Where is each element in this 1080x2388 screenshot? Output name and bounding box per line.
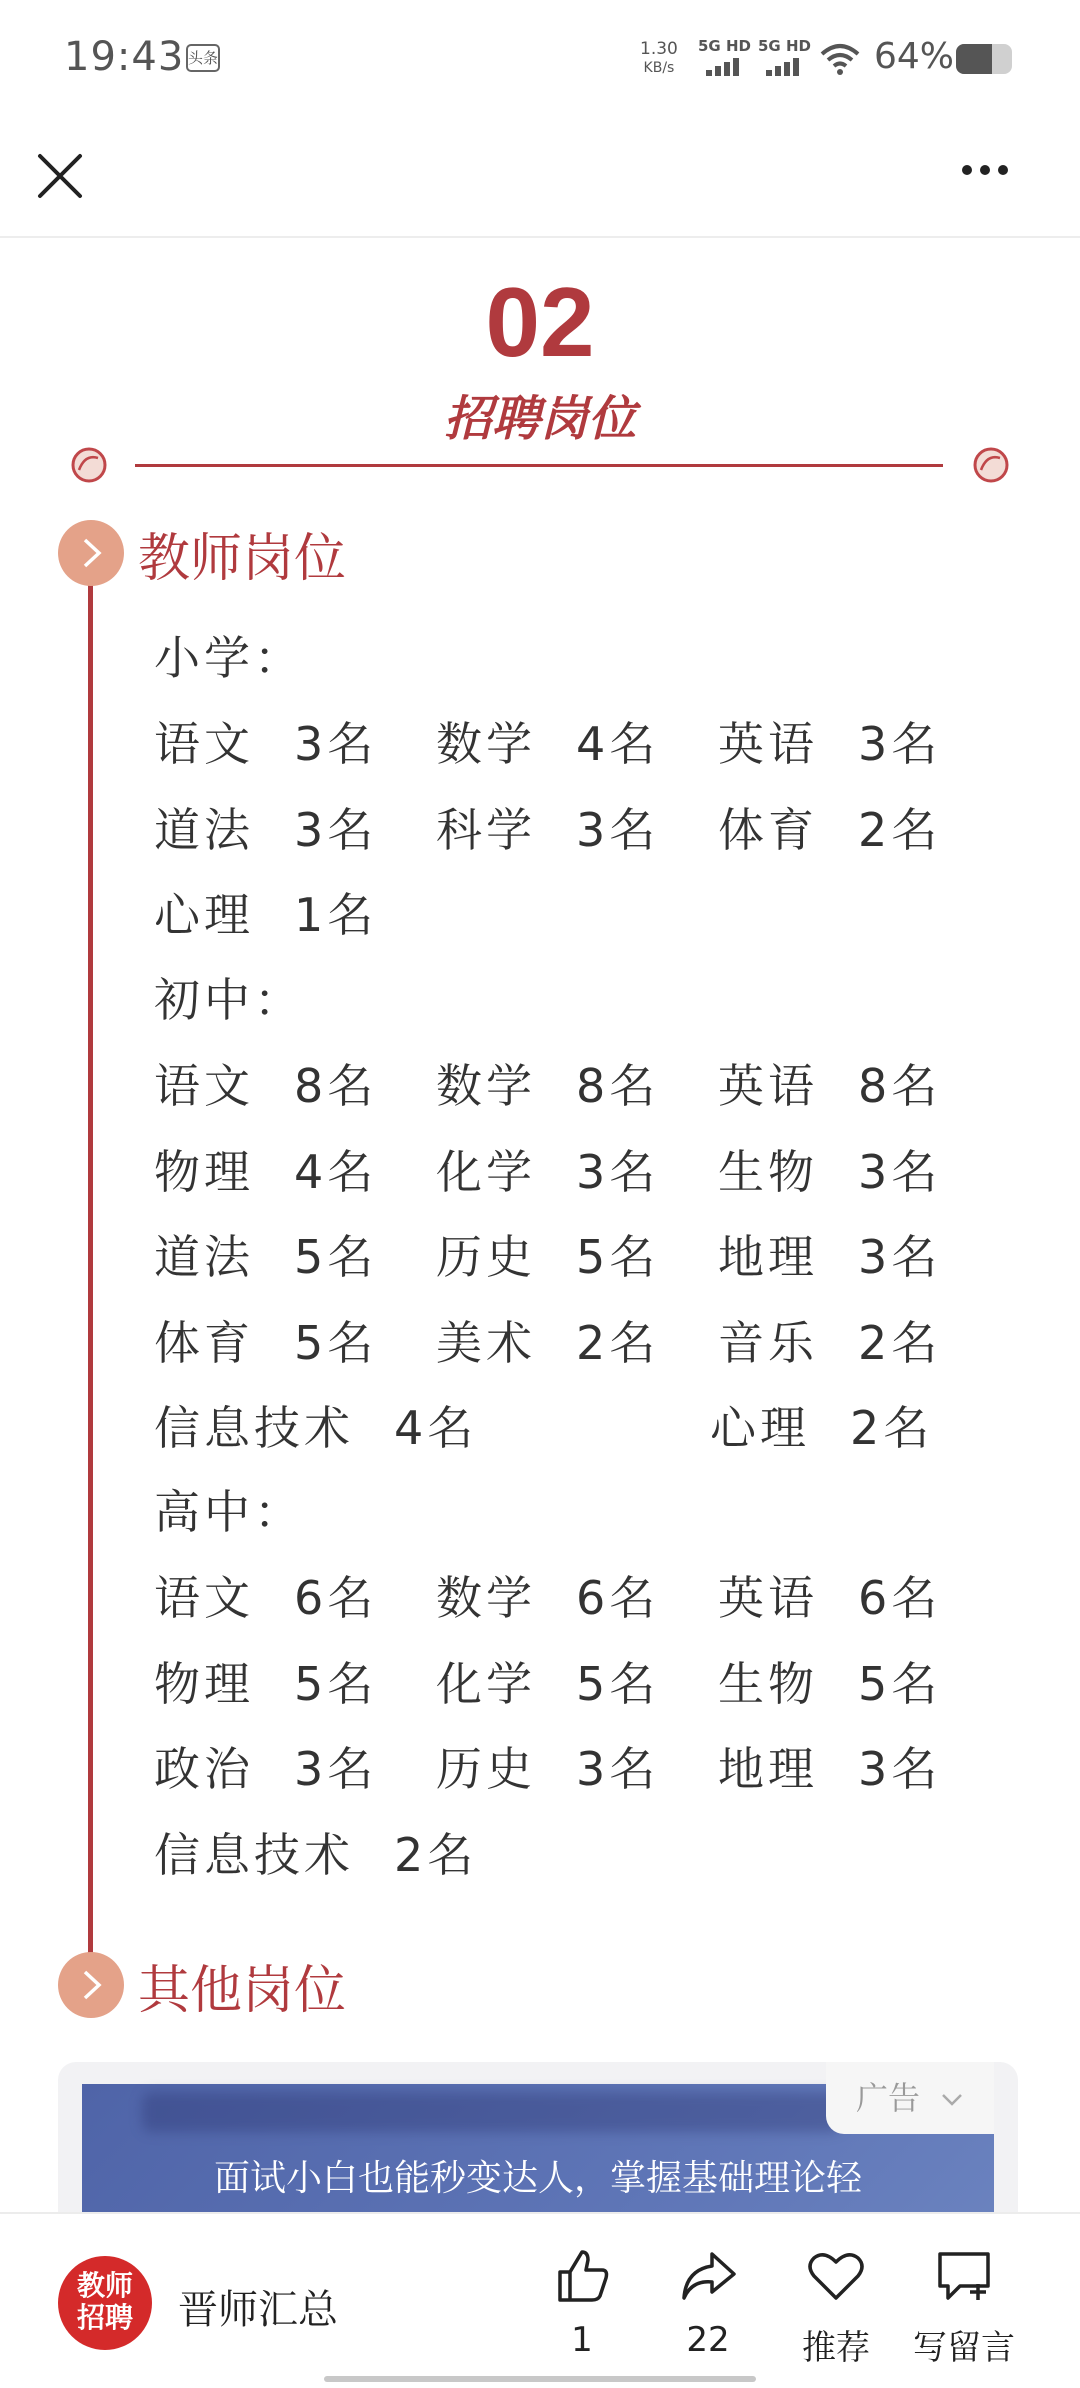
job-item: [718, 1733, 941, 1799]
level-label-junior: 初中：: [154, 973, 304, 1027]
job-subject: 物理: [154, 1656, 254, 1711]
write-comment-label: 写留言: [913, 2328, 1015, 2368]
job-count: 6名: [294, 1571, 378, 1625]
job-subject: 音乐: [718, 1315, 818, 1370]
job-subject: 体育: [718, 802, 818, 857]
close-button[interactable]: [32, 148, 88, 204]
job-item: [710, 1392, 933, 1458]
job-count: 3名: [294, 802, 378, 857]
job-count: 5名: [294, 1315, 378, 1370]
job-item: [718, 708, 941, 774]
network-speed-unit: KB/s: [643, 60, 675, 76]
job-subject: 心理: [710, 1401, 810, 1455]
job-subject: 美术: [436, 1315, 536, 1370]
heart-icon: [806, 2246, 866, 2306]
section-divider: [135, 464, 943, 467]
section-number: 02: [485, 267, 595, 377]
account-name[interactable]: 晋师汇总: [178, 2287, 338, 2333]
job-item: [436, 794, 659, 860]
job-count: 3名: [858, 1742, 942, 1796]
job-item: [154, 1392, 477, 1458]
job-subject: 历史: [436, 1230, 536, 1284]
battery-percent: 64%: [874, 36, 955, 77]
category-bullet-other: [58, 1952, 124, 2018]
job-count: 5名: [858, 1656, 942, 1711]
sim2-label: 5G HD: [758, 37, 811, 55]
job-subject: 地理: [718, 1742, 818, 1796]
network-speed: [640, 40, 678, 78]
job-item: [154, 1562, 377, 1628]
sim2-signal-icon: [758, 38, 812, 78]
job-item: [718, 1307, 941, 1373]
wifi-icon: [820, 42, 860, 76]
job-count: 5名: [576, 1656, 660, 1711]
job-subject: 英语: [718, 1571, 818, 1625]
ad-headline: 面试小白也能秒变达人，掌握基础理论轻: [213, 2158, 862, 2199]
job-item: [154, 1050, 377, 1116]
status-time: 19:43: [64, 34, 185, 80]
job-item: [154, 708, 377, 774]
job-item: [718, 1136, 941, 1202]
job-item: [718, 1648, 941, 1714]
job-item: [718, 1221, 941, 1287]
job-item: [718, 794, 941, 860]
job-count: 2名: [858, 1315, 942, 1370]
account-avatar[interactable]: [58, 2256, 152, 2350]
job-item: [718, 1562, 941, 1628]
job-count: 3名: [858, 717, 942, 771]
job-item: [154, 1819, 477, 1885]
job-count: 2名: [850, 1401, 934, 1455]
job-subject: 语文: [154, 1059, 254, 1113]
job-count: 2名: [858, 802, 942, 857]
job-count: 2名: [394, 1827, 478, 1882]
home-indicator[interactable]: [324, 2376, 756, 2382]
job-subject: 历史: [436, 1742, 536, 1796]
ad-tag-button[interactable]: [826, 2062, 994, 2134]
job-count: 3名: [576, 1144, 660, 1199]
share-count: 22: [686, 2320, 730, 2360]
section-title: 招聘岗位: [443, 391, 636, 447]
avatar-text-line1: 教师: [76, 2269, 133, 2302]
thumb-up-icon: [552, 2246, 612, 2306]
job-item: [436, 1648, 659, 1714]
avatar-text-line2: 招聘: [76, 2301, 133, 2334]
job-item: [436, 1221, 659, 1287]
job-subject: 语文: [154, 1571, 254, 1625]
job-item: [436, 1136, 659, 1202]
article-header: [0, 120, 1080, 238]
job-count: 4名: [294, 1144, 378, 1199]
divider-ornament-left: [70, 446, 108, 484]
job-subject: 数学: [436, 1059, 536, 1113]
job-subject: 体育: [154, 1315, 254, 1370]
job-item: [154, 1221, 377, 1287]
job-count: 4名: [576, 717, 660, 771]
chevron-right-icon: [76, 536, 106, 570]
category-title-other: 其他岗位: [138, 1961, 347, 2021]
battery-icon: [956, 44, 1012, 74]
job-count: 3名: [858, 1230, 942, 1284]
write-comment-button[interactable]: [904, 2246, 1024, 2369]
job-count: 3名: [576, 1742, 660, 1796]
job-subject: 信息技术: [154, 1827, 354, 1882]
job-count: 4名: [394, 1401, 478, 1455]
ad-tag-label: 广告: [856, 2079, 921, 2117]
job-subject: 心理: [154, 888, 254, 942]
job-subject: 数学: [436, 1571, 536, 1625]
job-count: 3名: [294, 1742, 378, 1796]
job-item: [436, 1562, 659, 1628]
status-bar: [0, 0, 1080, 120]
timeline-line: [88, 552, 93, 1984]
job-subject: 生物: [718, 1656, 818, 1711]
more-icon: [962, 165, 972, 175]
job-count: 5名: [294, 1656, 378, 1711]
job-count: 5名: [576, 1230, 660, 1284]
chevron-right-icon: [76, 1968, 106, 2002]
job-item: [154, 1733, 377, 1799]
share-button[interactable]: [648, 2246, 768, 2360]
job-subject: 地理: [718, 1230, 818, 1284]
job-count: 8名: [294, 1059, 378, 1113]
job-count: 8名: [858, 1059, 942, 1113]
like-button[interactable]: [522, 2246, 642, 2360]
job-item: [718, 1050, 941, 1116]
job-subject: 政治: [154, 1742, 254, 1796]
job-count: 6名: [576, 1571, 660, 1625]
level-label-primary: 小学：: [154, 631, 304, 685]
job-count: 8名: [576, 1059, 660, 1113]
job-subject: 生物: [718, 1144, 818, 1199]
job-item: [436, 1733, 659, 1799]
job-count: 3名: [858, 1144, 942, 1199]
recommend-button[interactable]: [776, 2246, 896, 2369]
close-icon: [32, 148, 88, 204]
job-subject: 道法: [154, 802, 254, 857]
toutiao-app-icon: 头条: [186, 44, 220, 72]
level-label-senior: 高中：: [154, 1485, 304, 1539]
category-title-teacher: 教师岗位: [138, 529, 347, 589]
job-subject: 数学: [436, 717, 536, 771]
job-item: [154, 879, 377, 945]
job-count: 6名: [858, 1571, 942, 1625]
comment-icon: [934, 2246, 994, 2306]
divider-ornament-right: [972, 446, 1010, 484]
job-subject: 英语: [718, 717, 818, 771]
sim1-label: 5G HD: [698, 37, 751, 55]
like-count: 1: [571, 2320, 593, 2360]
share-icon: [678, 2246, 738, 2306]
job-subject: 语文: [154, 717, 254, 771]
more-button[interactable]: [962, 160, 1032, 190]
job-count: 3名: [576, 802, 660, 857]
bottom-action-bar: [0, 2212, 1080, 2388]
job-subject: 化学: [436, 1144, 536, 1199]
job-count: 5名: [294, 1230, 378, 1284]
sim1-signal-icon: [698, 38, 752, 78]
job-count: 3名: [294, 717, 378, 771]
job-subject: 物理: [154, 1144, 254, 1199]
job-subject: 道法: [154, 1230, 254, 1284]
chevron-down-icon: [940, 2092, 964, 2108]
recommend-label: 推荐: [802, 2328, 870, 2368]
network-speed-value: 1.30: [640, 39, 678, 59]
ad-image-blur: [142, 2092, 842, 2132]
job-item: [154, 1307, 377, 1373]
job-item: [154, 1136, 377, 1202]
job-count: 1名: [294, 888, 378, 942]
job-subject: 信息技术: [154, 1401, 354, 1455]
job-item: [436, 1050, 659, 1116]
job-subject: 化学: [436, 1656, 536, 1711]
job-subject: 科学: [436, 802, 536, 857]
category-bullet-teacher: [58, 520, 124, 586]
job-item: [154, 794, 377, 860]
job-count: 2名: [576, 1315, 660, 1370]
job-item: [154, 1648, 377, 1714]
job-item: [436, 1307, 659, 1373]
job-item: [436, 708, 659, 774]
job-subject: 英语: [718, 1059, 818, 1113]
